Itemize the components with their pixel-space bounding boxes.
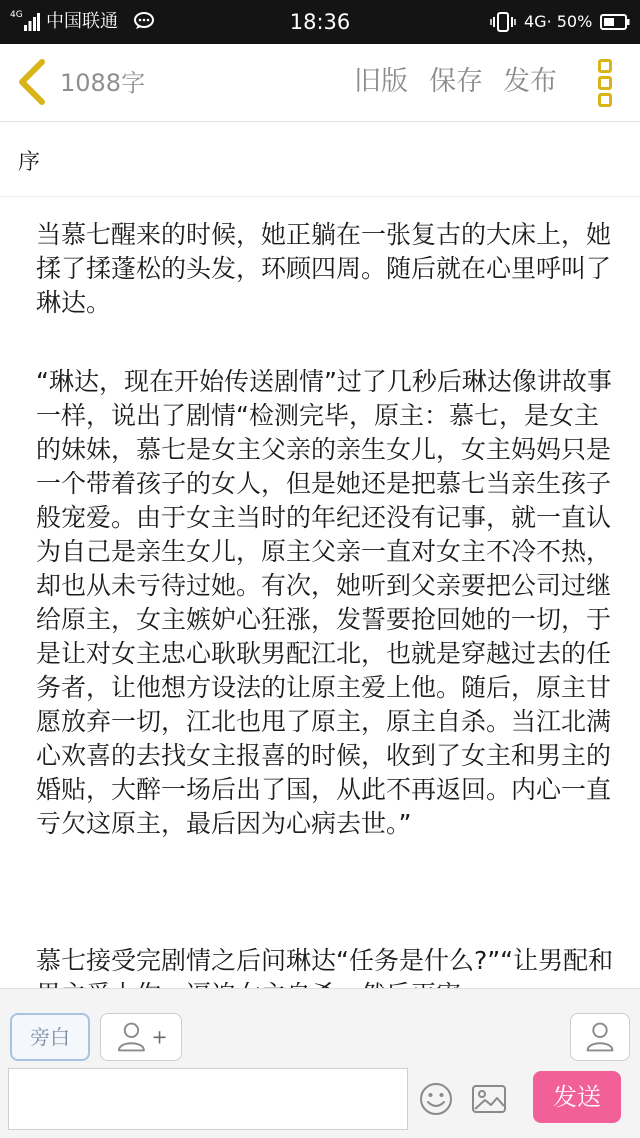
word-count: 1088字 — [60, 69, 146, 97]
person-icon — [571, 1014, 629, 1060]
editor-toolbar — [0, 44, 640, 122]
vibrate-icon — [490, 12, 516, 32]
battery-icon — [600, 14, 630, 30]
content-paragraph: “琳达，现在开始传送剧情”过了几秒后琳达像讲故事一样，说出了剧情“检测完毕，原主：慕七，是女主的妹妹，慕七是女主父亲的亲生女儿，女主妈妈只是一个带着孩子的女人，但是她还是把慕七当亲生孩子般宠爱。由于女主当时的年纪还没有记事，就一直认为自己是亲生女儿，原主父亲一直对女主不冷不热，却也从未亏待过她。有次，她听到父亲要把公司过继给原主，女主嫉妒心狂涨，发誓要抢回她的一切，于是让对女主忠心耿耿男配江北，也就是穿越过去的任务者，让他想方设法的让原主爱上他。随后，原主甘愿放弃一切，江北也甩了原主，原主自杀。当江北满心欢喜的去找女主报喜的时候，收到了女主和男主的婚贴，大醉一场后出了国，从此不再返回。内心一直亏欠这原主，最后因为心病去世。” — [36, 367, 612, 838]
signal-type-label: 4G — [10, 10, 23, 20]
chapter-title[interactable]: 序 — [18, 150, 41, 175]
character-button[interactable] — [570, 1013, 630, 1061]
compose-bar — [0, 988, 640, 1138]
status-bar — [0, 0, 640, 44]
carrier-name: 中国联通 — [46, 11, 118, 32]
content-paragraph: 慕七接受完剧情之后问琳达“任务是什么?”“让男配和 — [36, 946, 614, 975]
back-chevron-icon[interactable] — [14, 58, 50, 106]
publish-button[interactable]: 发布 — [503, 66, 557, 97]
more-menu-icon[interactable] — [592, 56, 618, 112]
narration-button[interactable]: 旁白 — [10, 1013, 90, 1061]
clock: 18:36 — [289, 10, 351, 34]
image-icon[interactable] — [470, 1081, 508, 1117]
network-battery-label: 4G· 50% — [524, 12, 593, 31]
content-paragraph: 当慕七醒来的时候，她正躺在一张复古的大床上，她揉了揉蓬松的头发，环顾四周。随后就在心里呼叫了琳达。 — [36, 220, 612, 317]
message-input[interactable] — [8, 1068, 408, 1130]
add-character-button[interactable] — [100, 1013, 182, 1061]
old-version-button[interactable]: 旧版 — [354, 66, 408, 97]
send-button[interactable]: 发送 — [533, 1071, 621, 1123]
add-plus-label: + — [151, 1025, 168, 1049]
chapter-content[interactable] — [0, 196, 640, 988]
emoji-icon[interactable] — [418, 1081, 454, 1117]
save-button[interactable]: 保存 — [429, 66, 483, 97]
add-person-icon — [101, 1014, 181, 1060]
